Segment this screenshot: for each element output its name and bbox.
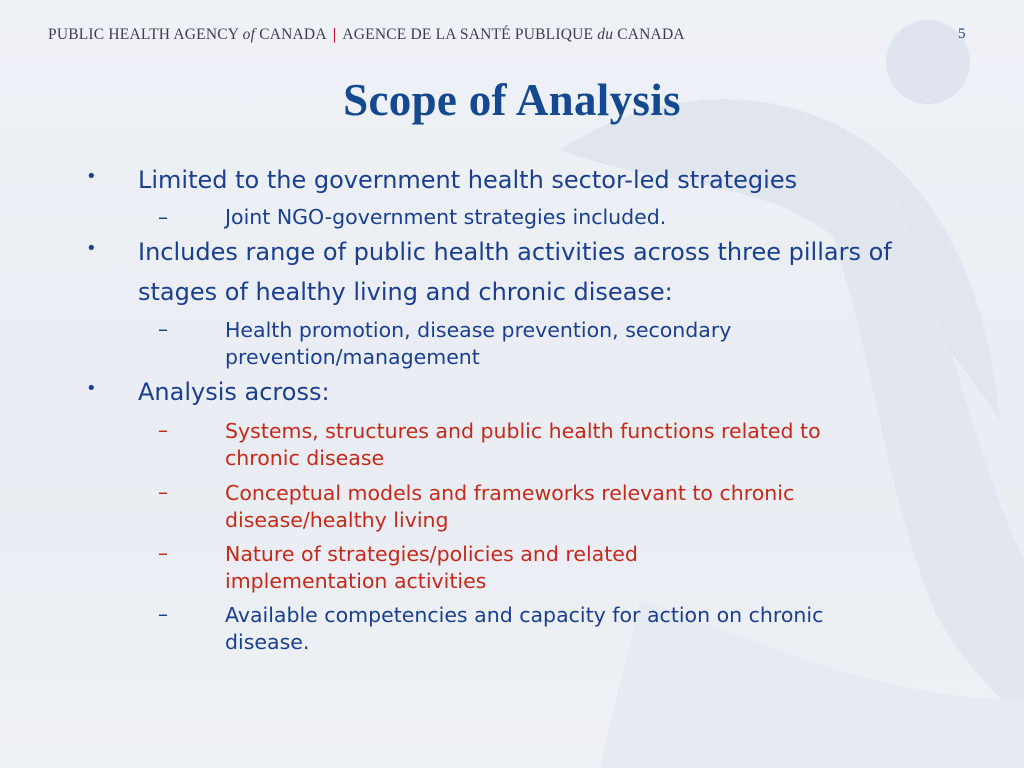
sub-bullet-text: Systems, structures and public health functions related to chronic disease — [225, 419, 821, 470]
sub-bullet-text: Conceptual models and frameworks relevant to chronic disease/healthy living — [225, 481, 795, 532]
bullet-marker: • — [86, 166, 97, 187]
sub-bullet-text: Nature of strategies/policies and related implementation activities — [225, 542, 638, 593]
bullet-text: Analysis across: — [138, 378, 330, 406]
slide-title: Scope of Analysis — [343, 75, 681, 125]
agency-header — [48, 26, 685, 44]
bullet-text: Includes range of public health activities across three pillars of stages of healthy living and chronic disease: — [138, 238, 892, 306]
sub-bullet-marker: – — [158, 602, 168, 626]
sub-bullet-marker: – — [158, 480, 168, 504]
slide-number: 5 — [958, 26, 966, 42]
sub-bullet-marker: – — [158, 418, 168, 442]
sub-bullet-marker: – — [158, 205, 168, 229]
header-separator: | — [332, 26, 337, 43]
sub-bullet-marker: – — [158, 317, 168, 341]
header-english-name: PUBLIC HEALTH AGENCY of CANADA — [48, 26, 327, 43]
sub-bullet-text: Health promotion, disease prevention, secondary prevention/management — [225, 318, 732, 369]
bullet-marker: • — [86, 238, 97, 259]
sub-bullet-marker: – — [158, 541, 168, 565]
bullet-marker: • — [86, 378, 97, 399]
header-french-name: AGENCE DE LA SANTÉ PUBLIQUE du CANADA — [342, 26, 685, 43]
bullet-text: Limited to the government health sector-led strategies — [138, 166, 798, 194]
sub-bullet-text: Available competencies and capacity for action on chronic disease. — [225, 603, 824, 654]
sub-bullet-text: Joint NGO-government strategies included. — [225, 205, 667, 229]
